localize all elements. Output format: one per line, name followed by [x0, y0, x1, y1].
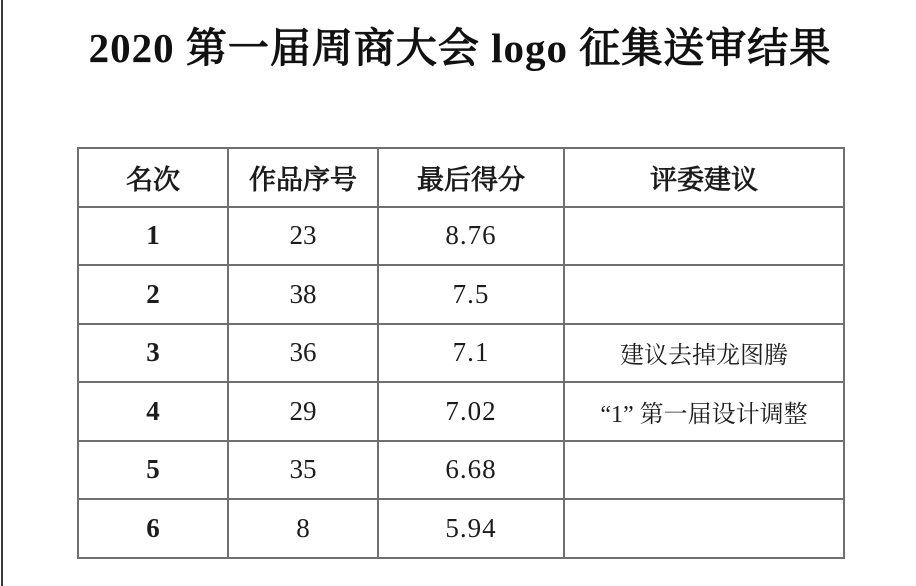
score-cell: 6.68 — [378, 441, 564, 500]
entry-number-cell: 29 — [228, 382, 378, 441]
column-header-entry-number: 作品序号 — [228, 148, 378, 207]
results-table — [77, 147, 845, 559]
table-row — [78, 265, 844, 324]
rank-cell: 3 — [78, 324, 228, 383]
column-header-judge-suggestion: 评委建议 — [564, 148, 844, 207]
rank-cell: 4 — [78, 382, 228, 441]
score-cell: 8.76 — [378, 207, 564, 266]
comment-cell — [564, 441, 844, 500]
score-cell: 5.94 — [378, 499, 564, 558]
rank-cell: 2 — [78, 265, 228, 324]
rank-cell: 5 — [78, 441, 228, 500]
entry-number-cell: 36 — [228, 324, 378, 383]
comment-cell — [564, 265, 844, 324]
page-title: 2020 第一届周商大会 logo 征集送审结果 — [88, 25, 832, 71]
entry-number-cell: 8 — [228, 499, 378, 558]
comment-cell — [564, 207, 844, 266]
table-row — [78, 324, 844, 383]
score-cell: 7.1 — [378, 324, 564, 383]
entry-number-cell: 23 — [228, 207, 378, 266]
column-header-rank: 名次 — [78, 148, 228, 207]
rank-cell: 1 — [78, 207, 228, 266]
comment-cell: “1” 第一届设计调整 — [564, 382, 844, 441]
table-row — [78, 499, 844, 558]
entry-number-cell: 38 — [228, 265, 378, 324]
header-row — [78, 148, 844, 207]
table-row — [78, 207, 844, 266]
table-row — [78, 382, 844, 441]
column-header-final-score: 最后得分 — [378, 148, 564, 207]
comment-cell — [564, 499, 844, 558]
rank-cell: 6 — [78, 499, 228, 558]
table-row — [78, 441, 844, 500]
score-cell: 7.02 — [378, 382, 564, 441]
score-cell: 7.5 — [378, 265, 564, 324]
entry-number-cell: 35 — [228, 441, 378, 500]
comment-cell: 建议去掉龙图腾 — [564, 324, 844, 383]
page-left-edge-line — [1, 0, 3, 586]
